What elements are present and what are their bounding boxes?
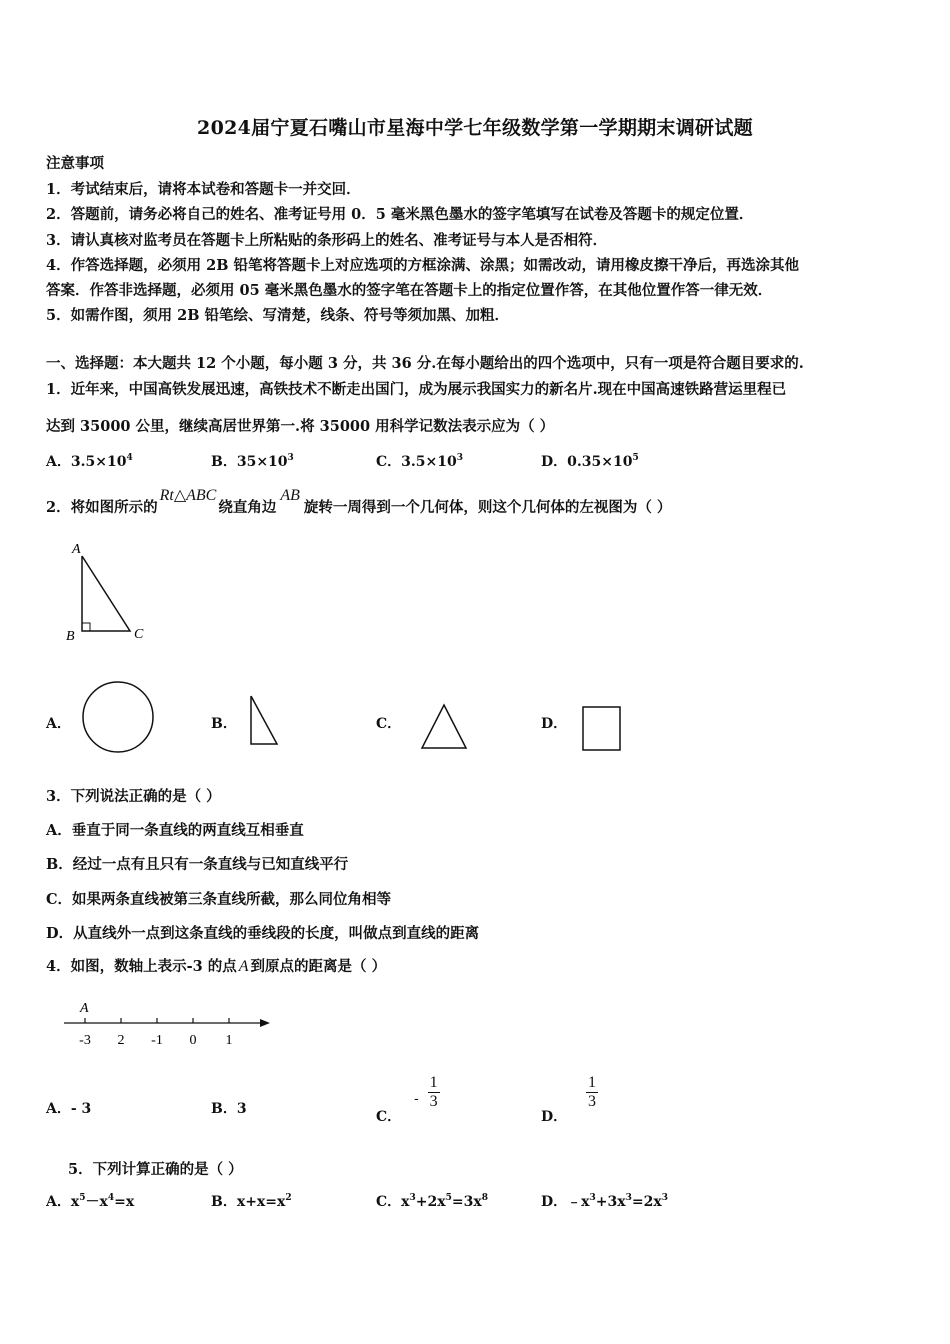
notice-item: 1．考试结束后，请将本试卷和答题卡一并交回． — [46, 181, 361, 198]
notice-item: 答案．作答非选择题，必须用 05 毫米黑色墨水的签字笔在答题卡上的指定位置作答，在其他位置作答一律无效． — [46, 282, 773, 299]
exponent: 4 — [107, 1193, 115, 1203]
triangle-outline — [82, 556, 130, 631]
axis-tick-label: -1 — [151, 1033, 163, 1048]
q2-option-d[interactable]: D． — [541, 716, 568, 732]
term: =2x — [631, 1194, 662, 1210]
notice-heading: 注意事项 — [46, 155, 104, 172]
page-title: 2024届宁夏石嘴山市星海中学七年级数学第一学期期末调研试题 — [197, 117, 753, 139]
term: =x — [114, 1194, 135, 1210]
exponent: 8 — [481, 1193, 488, 1203]
q1-option-b[interactable] — [211, 451, 294, 471]
option-exponent: 4 — [126, 453, 133, 463]
axis-tick-label: 2 — [117, 1033, 125, 1048]
option-sign: - — [414, 1090, 419, 1107]
axis-point-label: A — [80, 1001, 89, 1016]
q1-stem-line1: 1．近年来，中国高铁发展迅速，高铁技术不断走出国门，成为展示我国实力的新名片.现在中国高速铁路营运里程已 — [46, 381, 787, 398]
option-label: A． — [46, 1194, 71, 1210]
term: +3x — [595, 1194, 626, 1210]
option-text: - 3 — [70, 1101, 92, 1117]
q4-stem — [46, 955, 386, 976]
right-angle-mark — [82, 623, 90, 631]
numerator: 1 — [429, 1074, 438, 1091]
q2-option-b[interactable]: B． — [211, 716, 237, 732]
q1-option-d[interactable] — [541, 451, 639, 471]
q2-stem — [46, 487, 672, 517]
option-exponent: 3 — [287, 453, 294, 463]
q3-option-c[interactable]: C．如果两条直线被第三条直线所截，那么同位角相等 — [46, 891, 392, 908]
fig-label-b: B — [66, 629, 75, 644]
q2-option-b-right-triangle — [246, 694, 280, 746]
option-label: C． — [376, 1108, 402, 1125]
q3-stem: 3．下列说法正确的是（ ） — [46, 788, 221, 805]
q1-stem-line2: 达到 35000 公里，继续高居世界第一.将 35000 用科学记数法表示应为（ ） — [46, 418, 555, 435]
q3-option-b[interactable]: B．经过一点有且只有一条直线与已知直线平行 — [46, 856, 349, 873]
option-text: 3.5×10 — [70, 454, 127, 470]
exponent: 3 — [589, 1193, 596, 1203]
numerator: 1 — [588, 1074, 597, 1091]
option-label: A． — [46, 1101, 71, 1117]
q2-option-a[interactable]: A． — [46, 716, 71, 732]
option-label: D． — [541, 1194, 568, 1210]
option-label: D． — [541, 1108, 568, 1125]
q2-triangle-symbol: Rt△ABC — [159, 487, 217, 504]
q3-option-d[interactable]: D．从直线外一点到这条直线的垂线段的长度，叫做点到直线的距离 — [46, 925, 480, 942]
exponent: 2 — [285, 1193, 292, 1203]
denominator: 3 — [588, 1093, 597, 1110]
option-label: D． — [541, 454, 568, 470]
option-exponent: 3 — [456, 453, 463, 463]
option-label: A． — [46, 454, 71, 470]
q2-option-d-rectangle — [581, 705, 623, 753]
denominator: 3 — [429, 1093, 438, 1110]
q4-option-b[interactable] — [211, 1098, 247, 1118]
option-text: 35×10 — [236, 454, 288, 470]
option-label: B． — [211, 1101, 237, 1117]
axis-arrow — [260, 1019, 270, 1027]
q2-option-c-isosceles-triangle — [420, 702, 470, 750]
term: x — [70, 1194, 80, 1210]
option-text: 3.5×10 — [401, 454, 457, 470]
option-text: 0.35×10 — [567, 454, 633, 470]
section-heading: 一、选择题：本大题共 12 个小题，每小题 3 分，共 36 分.在每小题给出的四个选项中，只有一项是符合题目要求的. — [46, 355, 804, 372]
q5-stem: 5．下列计算正确的是（ ） — [68, 1161, 243, 1178]
axis-tick-label: -3 — [79, 1033, 91, 1048]
q5-option-c[interactable] — [376, 1191, 488, 1211]
q4-stem-pre: 4．如图，数轴上表示-3 的点 — [46, 958, 237, 975]
term: x+x=x — [236, 1194, 286, 1210]
exponent: 3 — [409, 1193, 416, 1203]
axis-tick-label: 1 — [225, 1033, 233, 1048]
q3-option-a[interactable]: A．垂直于同一条直线的两直线互相垂直 — [46, 822, 304, 839]
fig-label-a: A — [72, 542, 81, 557]
q1-option-a[interactable] — [46, 451, 133, 471]
option-label: C． — [376, 1194, 402, 1210]
q4-stem-post: 到原点的距离是（ ） — [250, 958, 387, 975]
q2-triangle-figure — [60, 538, 160, 648]
term: ﹣x — [567, 1194, 590, 1210]
fraction — [586, 1074, 598, 1111]
q5-option-d[interactable] — [541, 1191, 668, 1211]
q4-option-c[interactable] — [376, 1074, 440, 1125]
option-label: B． — [211, 454, 237, 470]
q1-option-c[interactable] — [376, 451, 463, 471]
fraction — [428, 1074, 440, 1111]
exponent: 5 — [445, 1193, 452, 1203]
notice-item: 3．请认真核对监考员在答题卡上所粘贴的条形码上的姓名、准考证号与本人是否相符． — [46, 232, 608, 249]
q2-edge-symbol: AB — [280, 487, 300, 504]
term: =3x — [451, 1194, 482, 1210]
q2-option-c[interactable]: C． — [376, 716, 402, 732]
notice-item: 4．作答选择题，必须用 2B 铅笔将答题卡上对应选项的方框涂满、涂黑；如需改动，请用橡皮擦干净后，再选涂其他 — [46, 257, 800, 274]
q5-option-b[interactable] — [211, 1191, 292, 1211]
fig-label-c: C — [134, 627, 144, 642]
q2-stem-pre: 2．将如图所示的 — [46, 499, 158, 516]
term: x — [401, 1194, 410, 1210]
option-label: C． — [376, 454, 402, 470]
term: －x — [85, 1194, 108, 1210]
q4-point-symbol: A — [238, 958, 249, 975]
q2-option-a-circle — [80, 680, 160, 756]
axis-tick-label: 0 — [189, 1033, 197, 1048]
option-text: 3 — [236, 1101, 247, 1117]
q4-option-d[interactable] — [541, 1074, 598, 1125]
exponent: 3 — [661, 1193, 668, 1203]
exponent: 5 — [79, 1193, 86, 1203]
q5-option-a[interactable] — [46, 1191, 134, 1211]
q2-stem-mid: 绕直角边 — [218, 499, 277, 516]
term: +2x — [415, 1194, 446, 1210]
option-exponent: 5 — [632, 453, 639, 463]
option-label: B． — [211, 1194, 237, 1210]
q2-stem-post: 旋转一周得到一个几何体，则这个几何体的左视图为（ ） — [303, 499, 672, 516]
exponent: 3 — [625, 1193, 632, 1203]
notice-item: 2．答题前，请务必将自己的姓名、准考证号用 0．5 毫米黑色墨水的签字笔填写在试卷及答题卡的规定位置． — [46, 206, 754, 223]
q4-number-line — [60, 998, 280, 1050]
notice-item: 5．如需作图，须用 2B 铅笔绘、写清楚，线条、符号等须加黑、加粗． — [46, 307, 510, 324]
q4-option-a[interactable] — [46, 1098, 91, 1118]
